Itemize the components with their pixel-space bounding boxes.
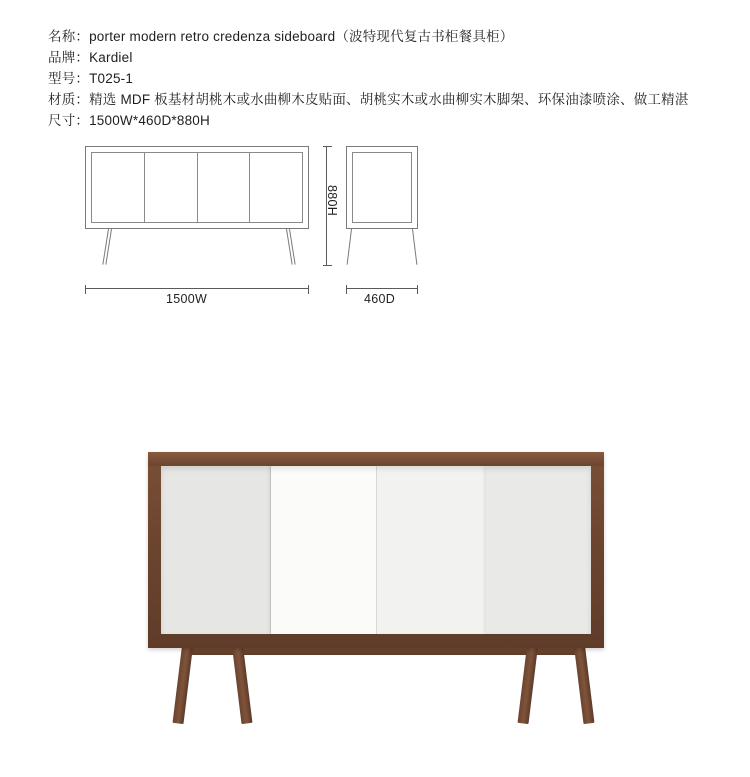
- spec-line-brand: 品牌：Kardiel: [48, 50, 133, 65]
- depth-dimension-label: 460D: [364, 292, 396, 306]
- front-door-panel-1: [92, 153, 145, 222]
- side-diagram-leg-right: [412, 229, 417, 265]
- front-door-panel-4: [250, 153, 302, 222]
- spec-line-material: 材质：精选 MDF 板基材胡桃木或水曲柳木皮贴面、胡桃实木或水曲柳实木脚架、环保油漆喷涂、做工精湛: [48, 92, 689, 107]
- photo-leg-right-back: [574, 645, 594, 724]
- photo-sliding-door-2: [271, 466, 376, 634]
- photo-cabinet-doors: [161, 466, 591, 634]
- depth-dimension-line: [346, 288, 418, 289]
- front-elevation-doors: [91, 152, 303, 223]
- product-photo: [0, 400, 750, 760]
- technical-drawing: [48, 140, 468, 320]
- width-dimension-line: [85, 288, 309, 289]
- side-diagram-leg-left: [347, 229, 352, 265]
- side-elevation-diagram: [346, 146, 418, 229]
- photo-leg-left-back: [232, 645, 252, 724]
- photo-sliding-door-1: [161, 466, 271, 634]
- front-door-panel-3: [198, 153, 251, 222]
- spec-line-model: 型号：T025-1: [48, 71, 134, 86]
- product-spec-list: [48, 26, 708, 131]
- spec-line-name: 名称：porter modern retro credenza sideboard（波特现代复古书柜餐具柜）: [48, 29, 514, 44]
- photo-sliding-door-3: [376, 466, 486, 634]
- side-elevation-panel: [352, 152, 412, 223]
- front-elevation-diagram: [85, 146, 309, 229]
- photo-cabinet-body: [148, 452, 604, 648]
- spec-line-dimensions: 尺寸：1500W*460D*880H: [48, 113, 210, 128]
- width-dimension-label: 1500W: [166, 292, 208, 306]
- front-door-panel-2: [145, 153, 198, 222]
- photo-leg-right-front: [518, 645, 538, 724]
- photo-sliding-door-4: [486, 466, 591, 634]
- photo-leg-left-front: [173, 645, 193, 724]
- photo-cabinet-top: [148, 452, 604, 466]
- height-dimension-label: 880H: [325, 185, 339, 217]
